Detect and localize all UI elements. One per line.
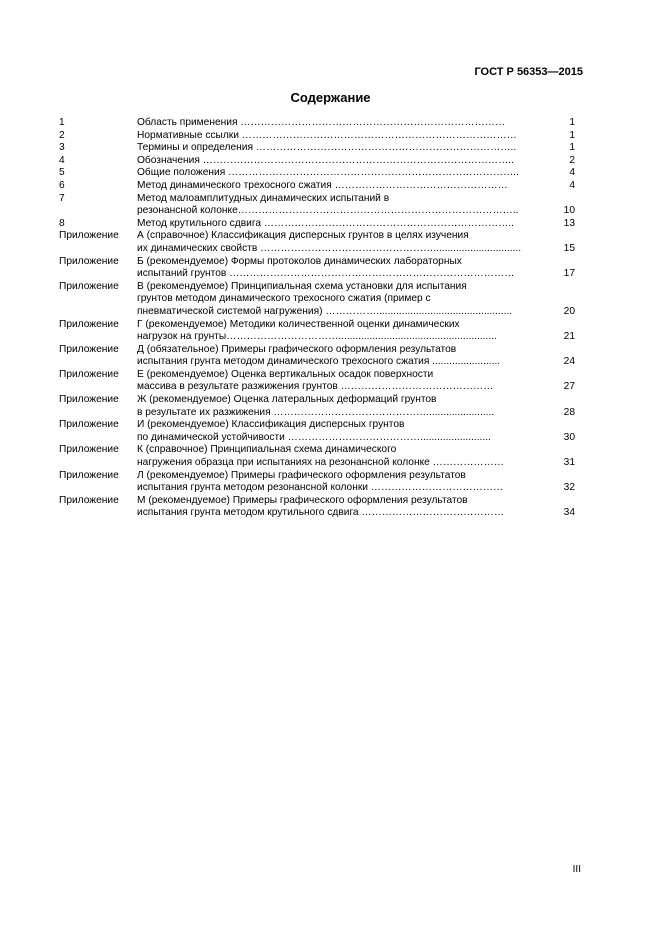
toc-entry-title-line: Нормативные ссылки ………………………………………………………………………	[137, 129, 517, 141]
toc-entry-number: 7	[59, 192, 65, 204]
toc-entry-number: Приложение	[59, 368, 119, 380]
toc-entry-page: 17	[563, 268, 575, 280]
toc-entry-title-line: Метод динамического трехосного сжатия ……………………………………………	[137, 179, 508, 191]
toc-entry-title-line: Л (рекомендуемое) Примеры графического оформления результатов	[137, 469, 466, 481]
toc-entry-title-line: испытания грунта методом динамического трехосного сжатия ........................	[137, 356, 501, 368]
toc-entry-number: 1	[59, 117, 65, 128]
toc-entry-title	[137, 130, 543, 143]
toc-entry-page: 10	[563, 205, 575, 217]
toc-entry[interactable]	[59, 117, 579, 130]
toc-entry[interactable]	[59, 495, 579, 520]
toc-entry[interactable]	[59, 142, 579, 155]
toc-entry-title-line: нагружения образца при испытаниях на резонансной колонке …………………	[137, 457, 504, 469]
toc-entry-number: Приложение	[59, 469, 119, 481]
toc-entry-title-line: по динамической устойчивости ………………………………….........................	[137, 431, 491, 443]
toc-entry-number: Приложение	[59, 394, 119, 406]
toc-entry-title	[137, 444, 543, 469]
toc-entry-title	[137, 369, 543, 394]
toc-entry-title	[137, 155, 543, 168]
toc-entry-title	[137, 167, 543, 180]
toc-entry[interactable]	[59, 180, 579, 193]
toc-entry-title-line: М (рекомендуемое) Примеры графического оформления результатов	[137, 494, 468, 506]
toc-entry-number: Приложение	[59, 280, 119, 292]
toc-entry-number: 5	[59, 167, 65, 179]
toc-entry-title-line: Термины и определения …………………………………………………………………..	[137, 142, 517, 154]
toc-entry-page: 24	[563, 356, 575, 368]
toc-entry[interactable]	[59, 155, 579, 168]
toc-entry-title-line: в результате их разжижения ………………………………………........................	[137, 406, 495, 418]
page-title: Содержание	[290, 90, 371, 105]
toc-entry[interactable]	[59, 218, 579, 231]
table-of-contents	[59, 117, 579, 520]
toc-entry-title-line: нагрузок на грунты……………………………........................................................	[137, 331, 497, 343]
toc-entry-page: 34	[563, 507, 575, 519]
toc-entry-title	[137, 319, 543, 344]
toc-entry[interactable]	[59, 344, 579, 369]
toc-entry-page: 21	[563, 331, 575, 343]
toc-entry-title-line: И (рекомендуемое) Классификация дисперсных грунтов	[137, 419, 405, 431]
toc-entry-title-line: их динамических свойств ……………………………………………...............................	[137, 242, 522, 254]
toc-entry[interactable]	[59, 419, 579, 444]
toc-entry-page: 4	[569, 167, 575, 179]
toc-entry-title-line: Метод крутильного сдвига ………………………………………………………………..	[137, 217, 514, 229]
toc-entry-title-line: Б (рекомендуемое) Формы протоколов динамических лабораторных	[137, 255, 462, 267]
toc-entry[interactable]	[59, 281, 579, 319]
toc-entry-number: Приложение	[59, 419, 119, 431]
toc-entry-title	[137, 142, 543, 155]
toc-entry-title	[137, 470, 543, 495]
toc-entry-number: Приложение	[59, 343, 119, 355]
toc-entry[interactable]	[59, 319, 579, 344]
page-number: III	[572, 864, 581, 875]
toc-entry-page: 1	[569, 117, 575, 128]
toc-entry[interactable]	[59, 256, 579, 281]
toc-entry-title-line: Область применения ……………………………………………………………………	[137, 117, 506, 128]
toc-entry-title-line: Обозначения ………………………………………………………………………………..	[137, 154, 514, 166]
toc-entry-title-line: пневматической системой нагружения) ……………................................................	[137, 305, 513, 317]
toc-entry-title-line: В (рекомендуемое) Принципиальная схема установки для испытания	[137, 280, 467, 292]
toc-entry[interactable]	[59, 130, 579, 143]
toc-entry-page: 30	[563, 431, 575, 443]
toc-entry-title-line: А (справочное) Классификация дисперсных грунтов в целях изучения	[137, 230, 469, 242]
toc-entry[interactable]	[59, 394, 579, 419]
toc-entry-title-line: испытаний грунтов …………………………………………………………………………	[137, 268, 515, 280]
toc-entry-page: 2	[569, 154, 575, 166]
toc-entry-title-line: Г (рекомендуемое) Методики количественной оценки динамических	[137, 318, 460, 330]
toc-entry-title-line: К (справочное) Принципиальная схема динамического	[137, 444, 397, 456]
toc-entry-number: 8	[59, 217, 65, 229]
toc-entry[interactable]	[59, 167, 579, 180]
toc-entry-page: 15	[563, 242, 575, 254]
toc-entry-title	[137, 180, 543, 193]
toc-entry-page: 13	[563, 217, 575, 229]
toc-entry-title-line: грунтов методом динамического трехосного сжатия (пример с	[137, 293, 431, 305]
toc-entry-page: 32	[563, 482, 575, 494]
toc-entry-page: 27	[563, 381, 575, 393]
toc-entry-title-line: испытания грунта методом резонансной колонки …………………………………	[137, 482, 504, 494]
toc-entry-page: 31	[563, 457, 575, 469]
toc-entry-title-line: массива в результате разжижения грунтов ………………………………………	[137, 381, 494, 393]
toc-entry-page: 4	[569, 179, 575, 191]
toc-entry-number: Приложение	[59, 230, 119, 242]
toc-entry[interactable]	[59, 444, 579, 469]
toc-entry[interactable]	[59, 193, 579, 218]
toc-entry-title	[137, 218, 543, 231]
toc-entry[interactable]	[59, 470, 579, 495]
toc-entry-number: 4	[59, 154, 65, 166]
toc-entry-number: Приложение	[59, 255, 119, 267]
toc-entry-title	[137, 256, 543, 281]
toc-entry-title	[137, 193, 543, 218]
toc-entry[interactable]	[59, 369, 579, 394]
toc-entry-title-line: резонансной колонке………………………………………………………………………..	[137, 205, 519, 217]
toc-entry-title	[137, 281, 543, 319]
toc-entry-title	[137, 230, 543, 255]
toc-entry-number: Приложение	[59, 494, 119, 506]
toc-entry-number: 2	[59, 129, 65, 141]
toc-entry-page: 20	[563, 305, 575, 317]
toc-entry[interactable]	[59, 230, 579, 255]
toc-entry-title-line: Д (обязательное) Примеры графического оформления результатов	[137, 343, 457, 355]
toc-entry-number: Приложение	[59, 444, 119, 456]
toc-entry-title-line: Е (рекомендуемое) Оценка вертикальных осадок поверхности	[137, 368, 434, 380]
toc-entry-page: 1	[569, 129, 575, 141]
toc-entry-page: 1	[569, 142, 575, 154]
toc-entry-title	[137, 495, 543, 520]
toc-entry-page: 28	[563, 406, 575, 418]
toc-entry-title	[137, 394, 543, 419]
toc-entry-title-line: испытания грунта методом крутильного сдвига ……………………………………	[137, 507, 505, 519]
toc-entry-number: Приложение	[59, 318, 119, 330]
document-code: ГОСТ Р 56353—2015	[474, 66, 583, 78]
toc-entry-title	[137, 117, 543, 130]
toc-entry-title	[137, 419, 543, 444]
toc-entry-number: 3	[59, 142, 65, 154]
toc-entry-title-line: Ж (рекомендуемое) Оценка латеральных деформаций грунтов	[137, 394, 437, 406]
toc-entry-title-line: Общие положения …………………………………………………………………………..	[137, 167, 519, 179]
toc-entry-title-line: Метод малоамплитудных динамических испытаний в	[137, 192, 390, 204]
toc-entry-title	[137, 344, 543, 369]
toc-entry-number: 6	[59, 179, 65, 191]
